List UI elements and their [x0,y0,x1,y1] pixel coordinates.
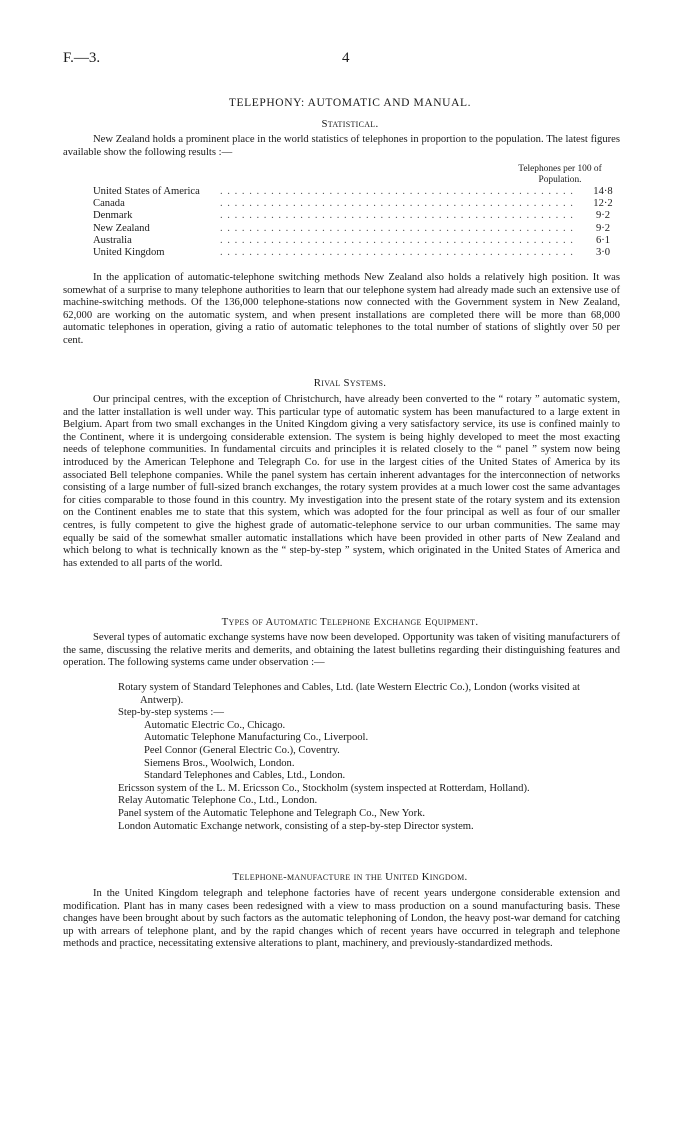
telephone-ratio: 12·2 [593,198,613,210]
statistical-intro [63,134,620,159]
systems-list [118,682,620,833]
country-name: United Kingdom [93,246,165,258]
table-row [93,210,623,222]
table-row [93,198,623,210]
manufacture-text: In the United Kingdom telegraph and telephone factories have of recent years undergone considerable extension and modification. Plant has in many cases been redesigned with a view to mass production on a sound manufacturing basis. These changes have been brought about by such factors as the automatic telephoning of London, the heavy post-war demand for catching up with arrears of telephone plant, and by the rapid changes which of recent years have occurred in telegraph and telephone methods and practice, necessitating extensive alterations to plant, machinery, and previously-standardized methods. [63,888,620,950]
statistical-intro-text: New Zealand holds a prominent place in the world statistics of telephones in proportion to the population. The latest figures available show the following results :— [63,134,620,158]
equipment-intro-text: Several types of automatic exchange systems have now been developed. Opportunity was taken of visiting manufacturers of the same, discussing the relative merits and demerits, and obtaining the latest bulletins regarding their distinguishing features and operation. The following systems came under observation :— [63,632,620,669]
page-number: 4 [342,50,350,66]
country-name: United States of America [93,186,200,197]
section-heading-rival-systems: Rival Systems. [313,377,387,389]
list-item: Panel system of the Automatic Telephone and Telegraph Co., New York. [118,807,426,819]
rival-systems-paragraph [63,394,620,570]
leader-dots: . . . . . . . . . . . . . . . . . . . . . . . . . . . . . . . . . . . . . . . . . . . . . . . . . [220,210,574,222]
manufacture-paragraph [63,888,620,951]
leader-dots: . . . . . . . . . . . . . . . . . . . . . . . . . . . . . . . . . . . . . . . . . . . . . . . . . [220,222,574,234]
statistical-paragraph-2-text: In the application of automatic-telephone switching methods New Zealand also holds a relatively high position. It was somewhat of a surprise to many telephone authorities to learn that our telephone system had already made such an extensive use of machine-switching methods. Of the 136,000 telephone-stations now connected with the Government system in New Zealand, 62,000 are working on the automatic system, and when present installations are completed there will be more than 68,000 automatic telephones in operation, giving a ratio of automatic telephones to the total number of stations of slightly over 50 per cent. [63,272,620,346]
equipment-intro [63,632,620,670]
leader-dots: . . . . . . . . . . . . . . . . . . . . . . . . . . . . . . . . . . . . . . . . . . . . . . . . . [220,234,574,246]
country-name: Australia [93,234,132,246]
table-row [93,186,623,198]
section-heading-exchange-equipment: Types of Automatic Telephone Exchange Equipment. [221,616,479,628]
section-heading-telephone-manufacture: Telephone-manufacture in the United Kingdom. [232,871,468,883]
list-item: Relay Automatic Telephone Co., Ltd., London. [118,795,318,807]
telephone-ratio: 9·2 [595,222,611,234]
list-item: Automatic Telephone Manufacturing Co., Liverpool. [144,732,369,744]
telephone-ratio: 6·1 [595,234,611,246]
country-name: Canada [93,198,125,210]
leader-dots: . . . . . . . . . . . . . . . . . . . . . . . . . . . . . . . . . . . . . . . . . . . . . . . . . [220,246,574,258]
country-name: Denmark [93,210,133,222]
rival-systems-text: Our principal centres, with the exception of Christchurch, have already been converted to the “ rotary ” automatic system, and the latter installation is well under way. This particular type of automatic system has been manufactured to a large extent in Belgium. Apart from two small exchanges in the United Kingdom giving a very satisfactory service, its use is confined mainly to the Continent, where it is undergoing considerable extension. The system is being highly developed to meet the most exacting needs of telephone communities. In fundamental circuits and principles it is related closely to the “ panel ” system now being introduced by the American Telephone and Telegraph Co. for use in the largest cities of the United States of America by its associated Bell telephone companies. While the panel system has certain inherent advantages for the interconnection of networks consisting of a large number of full-sized branch exchanges, the rotary system provides at a much lower cost the same advantages for cities comparable to those found in this country. My investigation into the present state of the rotary system and its extension on the Continent enables me to state that this system, which was adopted for the four principal as well as four of our smaller centres, is fully competent to give the highest grade of automatic-telephone service to our urban communities. The same may equally be said of the somewhat smaller automatic installations which have been provided in other parts of New Zealand and which belong to what is technically known as the “ step-by-step ” system, which originated in the United States of America and has extended to all parts of the world. [63,394,620,569]
page-title: TELEPHONY: AUTOMATIC AND MANUAL. [228,97,472,109]
list-item: Automatic Electric Co., Chicago. [144,719,286,731]
report-reference: F.—3. [63,50,101,66]
table-row [93,247,623,259]
list-item: Standard Telephones and Cables, Ltd., London. [144,770,346,782]
statistical-paragraph-2 [63,272,620,348]
telephone-ratio: 14·8 [593,186,613,197]
leader-dots: . . . . . . . . . . . . . . . . . . . . . . . . . . . . . . . . . . . . . . . . . . . . . . . . . [220,198,574,210]
telephone-ratio: 3·0 [595,246,611,258]
table-row [93,235,623,247]
section-heading-statistical: Statistical. [321,118,379,130]
list-item: London Automatic Exchange network, consisting of a step-by-step Director system. [118,820,474,832]
list-item: Step-by-step systems :— [118,707,224,719]
telephone-ratio: 9·2 [595,210,611,222]
stat-column-header: Telephones per 100 of Population. [518,164,602,185]
list-item: Ericsson system of the L. M. Ericsson Co., Stockholm (system inspected at Rotterdam, Holland). [118,782,530,794]
table-row [93,223,623,235]
list-item: Siemens Bros., Woolwich, London. [144,757,295,769]
list-item: Rotary system of Standard Telephones and Cables, Ltd. (late Western Electric Co.), London (works visited at Antwerp). [118,682,580,706]
telephone-statistics-table [93,186,623,259]
country-name: New Zealand [93,222,150,234]
leader-dots: . . . . . . . . . . . . . . . . . . . . . . . . . . . . . . . . . . . . . . . . . . . . . . . . . [220,186,574,197]
list-item: Peel Connor (General Electric Co.), Coventry. [144,744,340,756]
